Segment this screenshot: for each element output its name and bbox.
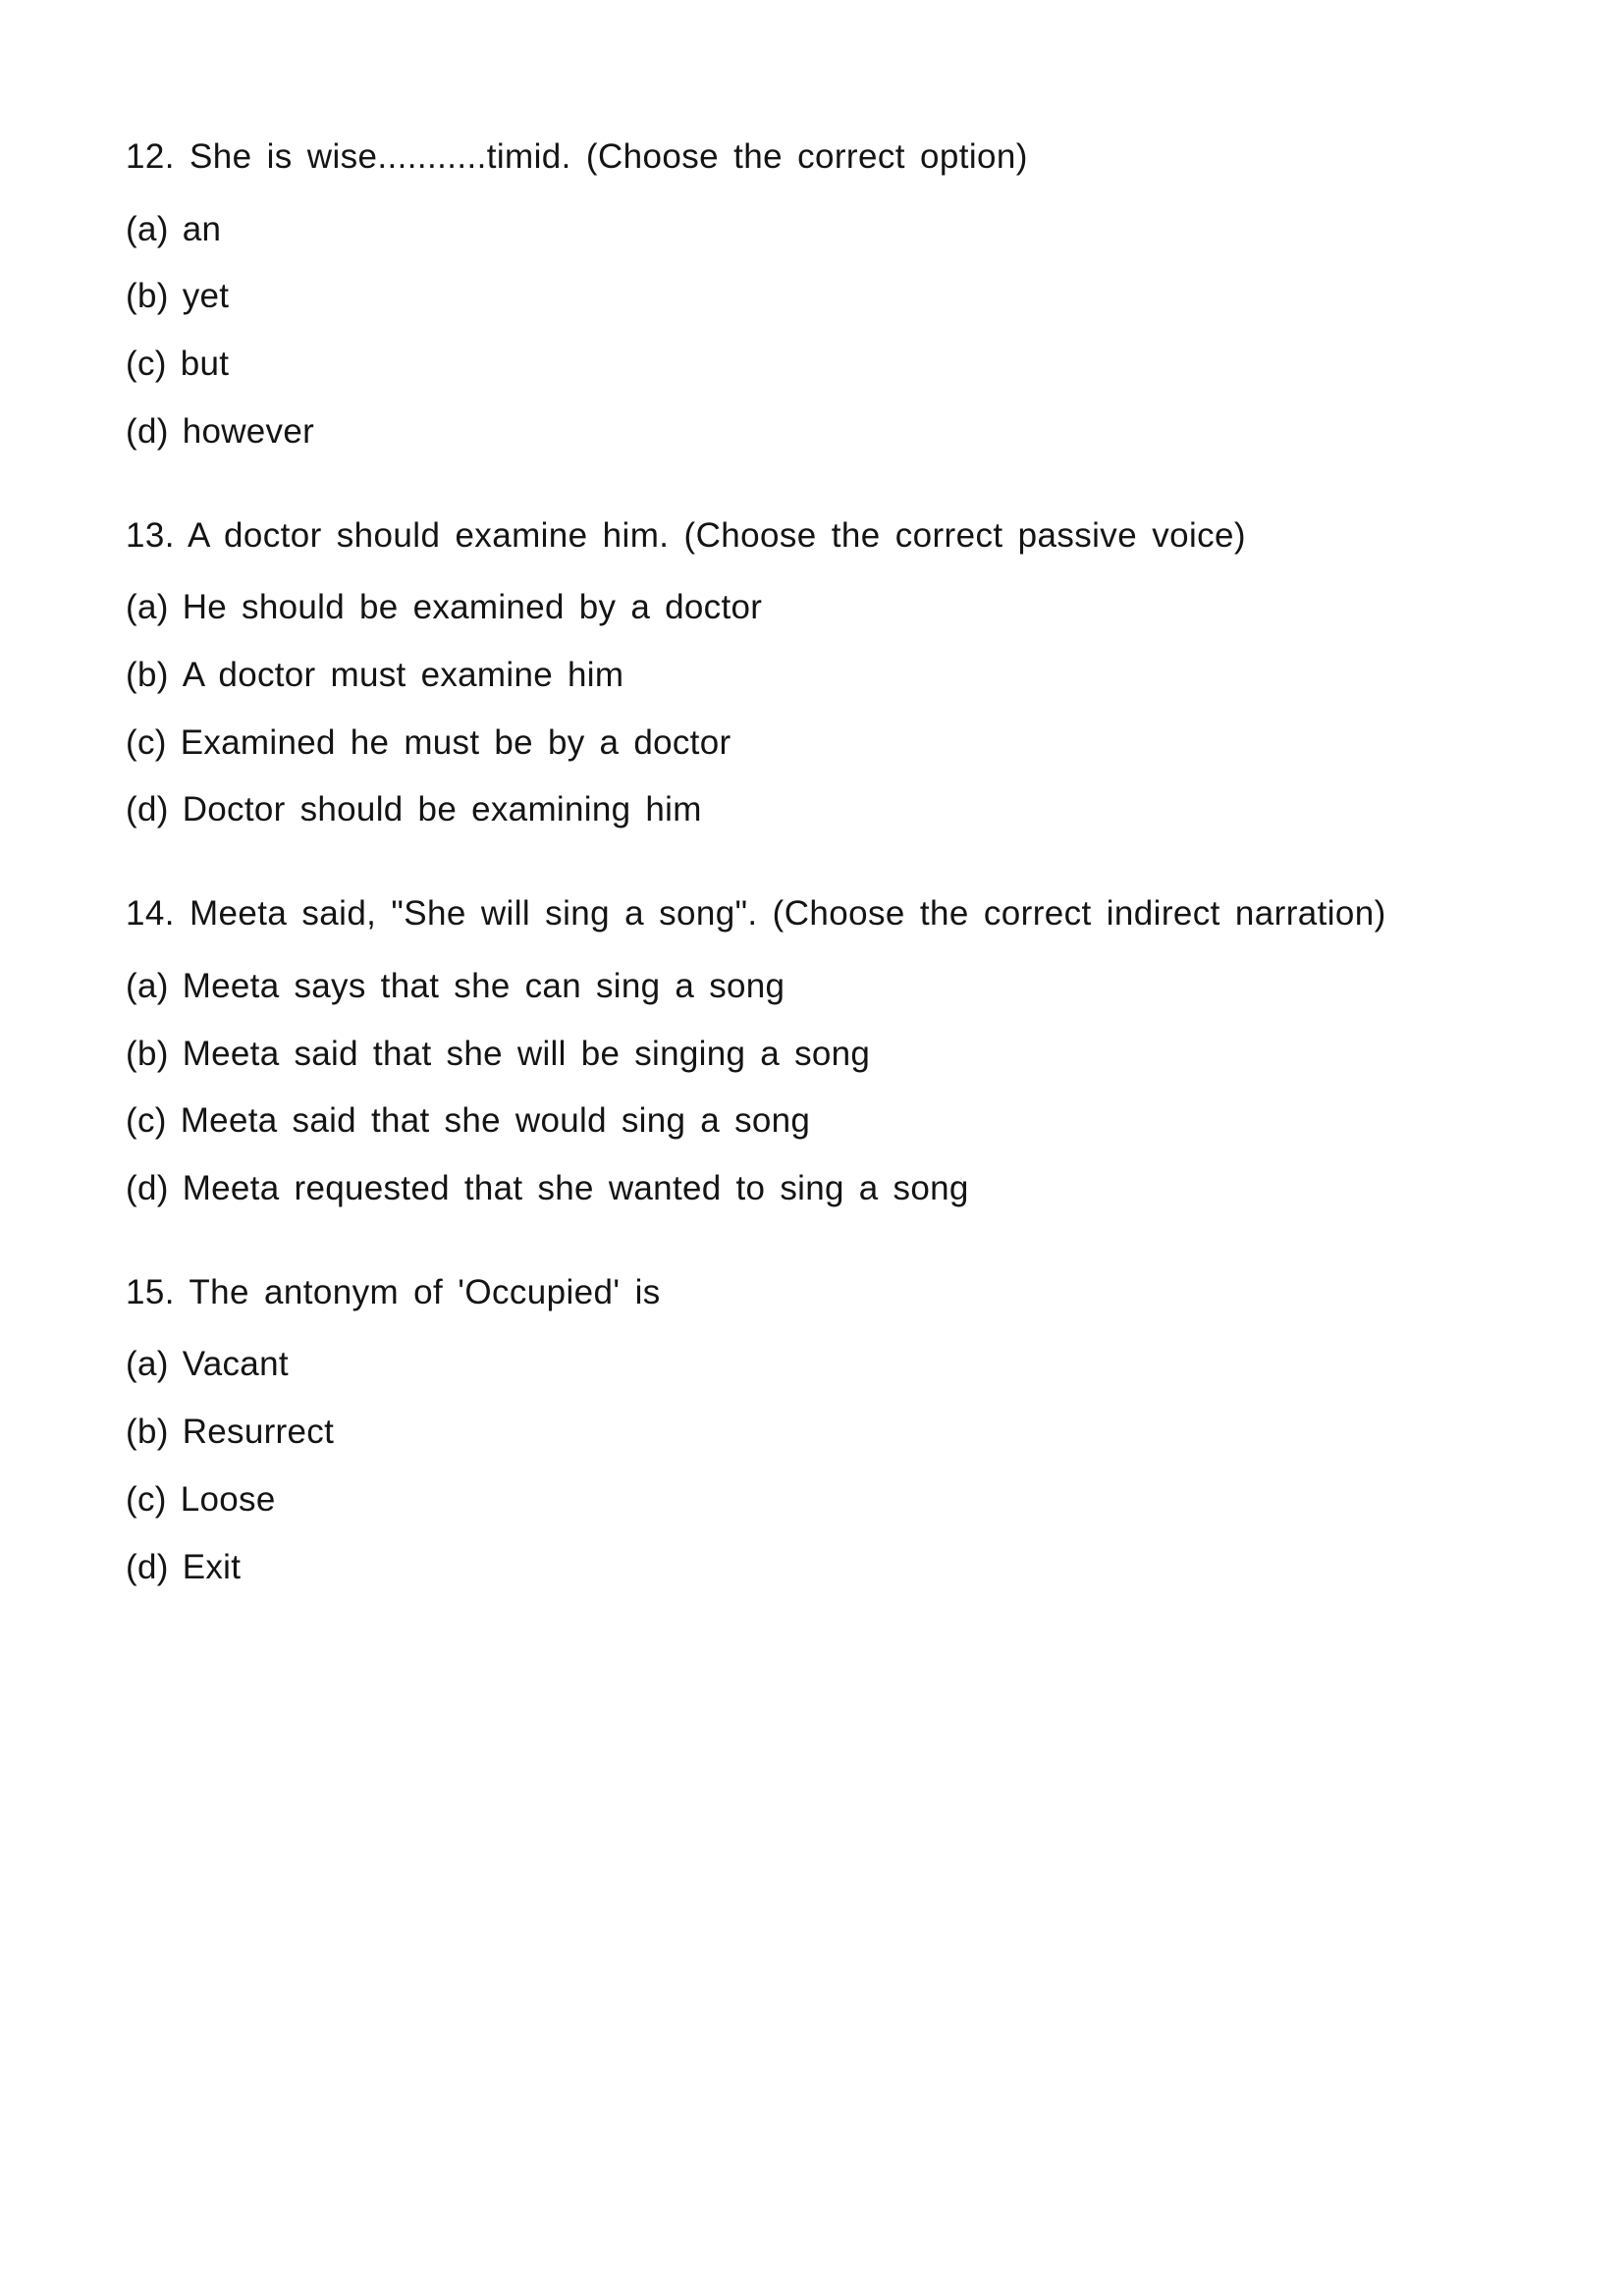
option-key: (b): [126, 1413, 169, 1452]
option-text: Meeta said that she would sing a song: [180, 1101, 811, 1141]
question-stem: 15. The antonym of 'Occupied' is: [126, 1272, 661, 1311]
option-row[interactable]: [126, 411, 1490, 454]
option-row[interactable]: [126, 655, 1490, 697]
option-row[interactable]: [126, 1547, 1490, 1589]
option-text: Loose: [180, 1479, 276, 1519]
option-key: (a): [126, 588, 169, 627]
option-key: (d): [126, 790, 169, 829]
question-item: [126, 892, 1490, 1210]
question-stem: 14. Meeta said, "She will sing a song". (Choose the correct indirect narration): [126, 894, 1386, 934]
question-stem: 12. She is wise...........timid. (Choose the correct option): [126, 137, 1028, 176]
option-text: however: [182, 411, 315, 451]
question-item: [126, 1271, 1490, 1589]
option-row[interactable]: [126, 1168, 1490, 1210]
option-text: Vacant: [182, 1345, 289, 1384]
option-row[interactable]: [126, 1412, 1490, 1454]
option-key: (c): [126, 722, 167, 762]
option-list: [126, 587, 1490, 831]
option-text: He should be examined by a doctor: [182, 588, 763, 627]
option-row[interactable]: [126, 1344, 1490, 1386]
option-text: but: [180, 345, 230, 384]
option-text: Meeta requested that she wanted to sing a song: [182, 1168, 969, 1207]
option-text: Resurrect: [182, 1413, 335, 1452]
option-key: (a): [126, 1345, 169, 1384]
option-list: [126, 209, 1490, 454]
option-row[interactable]: [126, 789, 1490, 831]
option-text: Exit: [182, 1547, 242, 1586]
option-key: (d): [126, 1547, 169, 1586]
option-key: (b): [126, 1034, 169, 1073]
option-row[interactable]: [126, 276, 1490, 318]
option-key: (b): [126, 277, 169, 316]
option-list: [126, 966, 1490, 1210]
option-text: A doctor must examine him: [182, 656, 624, 695]
option-key: (a): [126, 966, 169, 1005]
option-text: Meeta says that she can sing a song: [182, 966, 785, 1005]
option-key: (b): [126, 656, 169, 695]
option-key: (c): [126, 1101, 167, 1141]
question-item: [126, 135, 1490, 454]
option-key: (d): [126, 411, 169, 451]
question-item: [126, 514, 1490, 832]
option-text: Meeta said that she will be singing a song: [182, 1034, 871, 1073]
option-text: an: [182, 209, 222, 248]
option-key: (c): [126, 345, 167, 384]
option-row[interactable]: [126, 1100, 1490, 1143]
option-text: yet: [182, 277, 230, 316]
question-list: [126, 135, 1490, 1588]
option-row[interactable]: [126, 722, 1490, 765]
option-key: (c): [126, 1479, 167, 1519]
question-stem: 13. A doctor should examine him. (Choose the correct passive voice): [126, 515, 1246, 555]
option-key: (a): [126, 209, 169, 248]
option-row[interactable]: [126, 587, 1490, 629]
option-row[interactable]: [126, 966, 1490, 1008]
option-text: Examined he must be by a doctor: [180, 722, 731, 762]
option-row[interactable]: [126, 344, 1490, 386]
option-key: (d): [126, 1168, 169, 1207]
option-text: Doctor should be examining him: [182, 790, 702, 829]
option-list: [126, 1344, 1490, 1588]
option-row[interactable]: [126, 1479, 1490, 1522]
option-row[interactable]: [126, 1034, 1490, 1076]
option-row[interactable]: [126, 209, 1490, 251]
